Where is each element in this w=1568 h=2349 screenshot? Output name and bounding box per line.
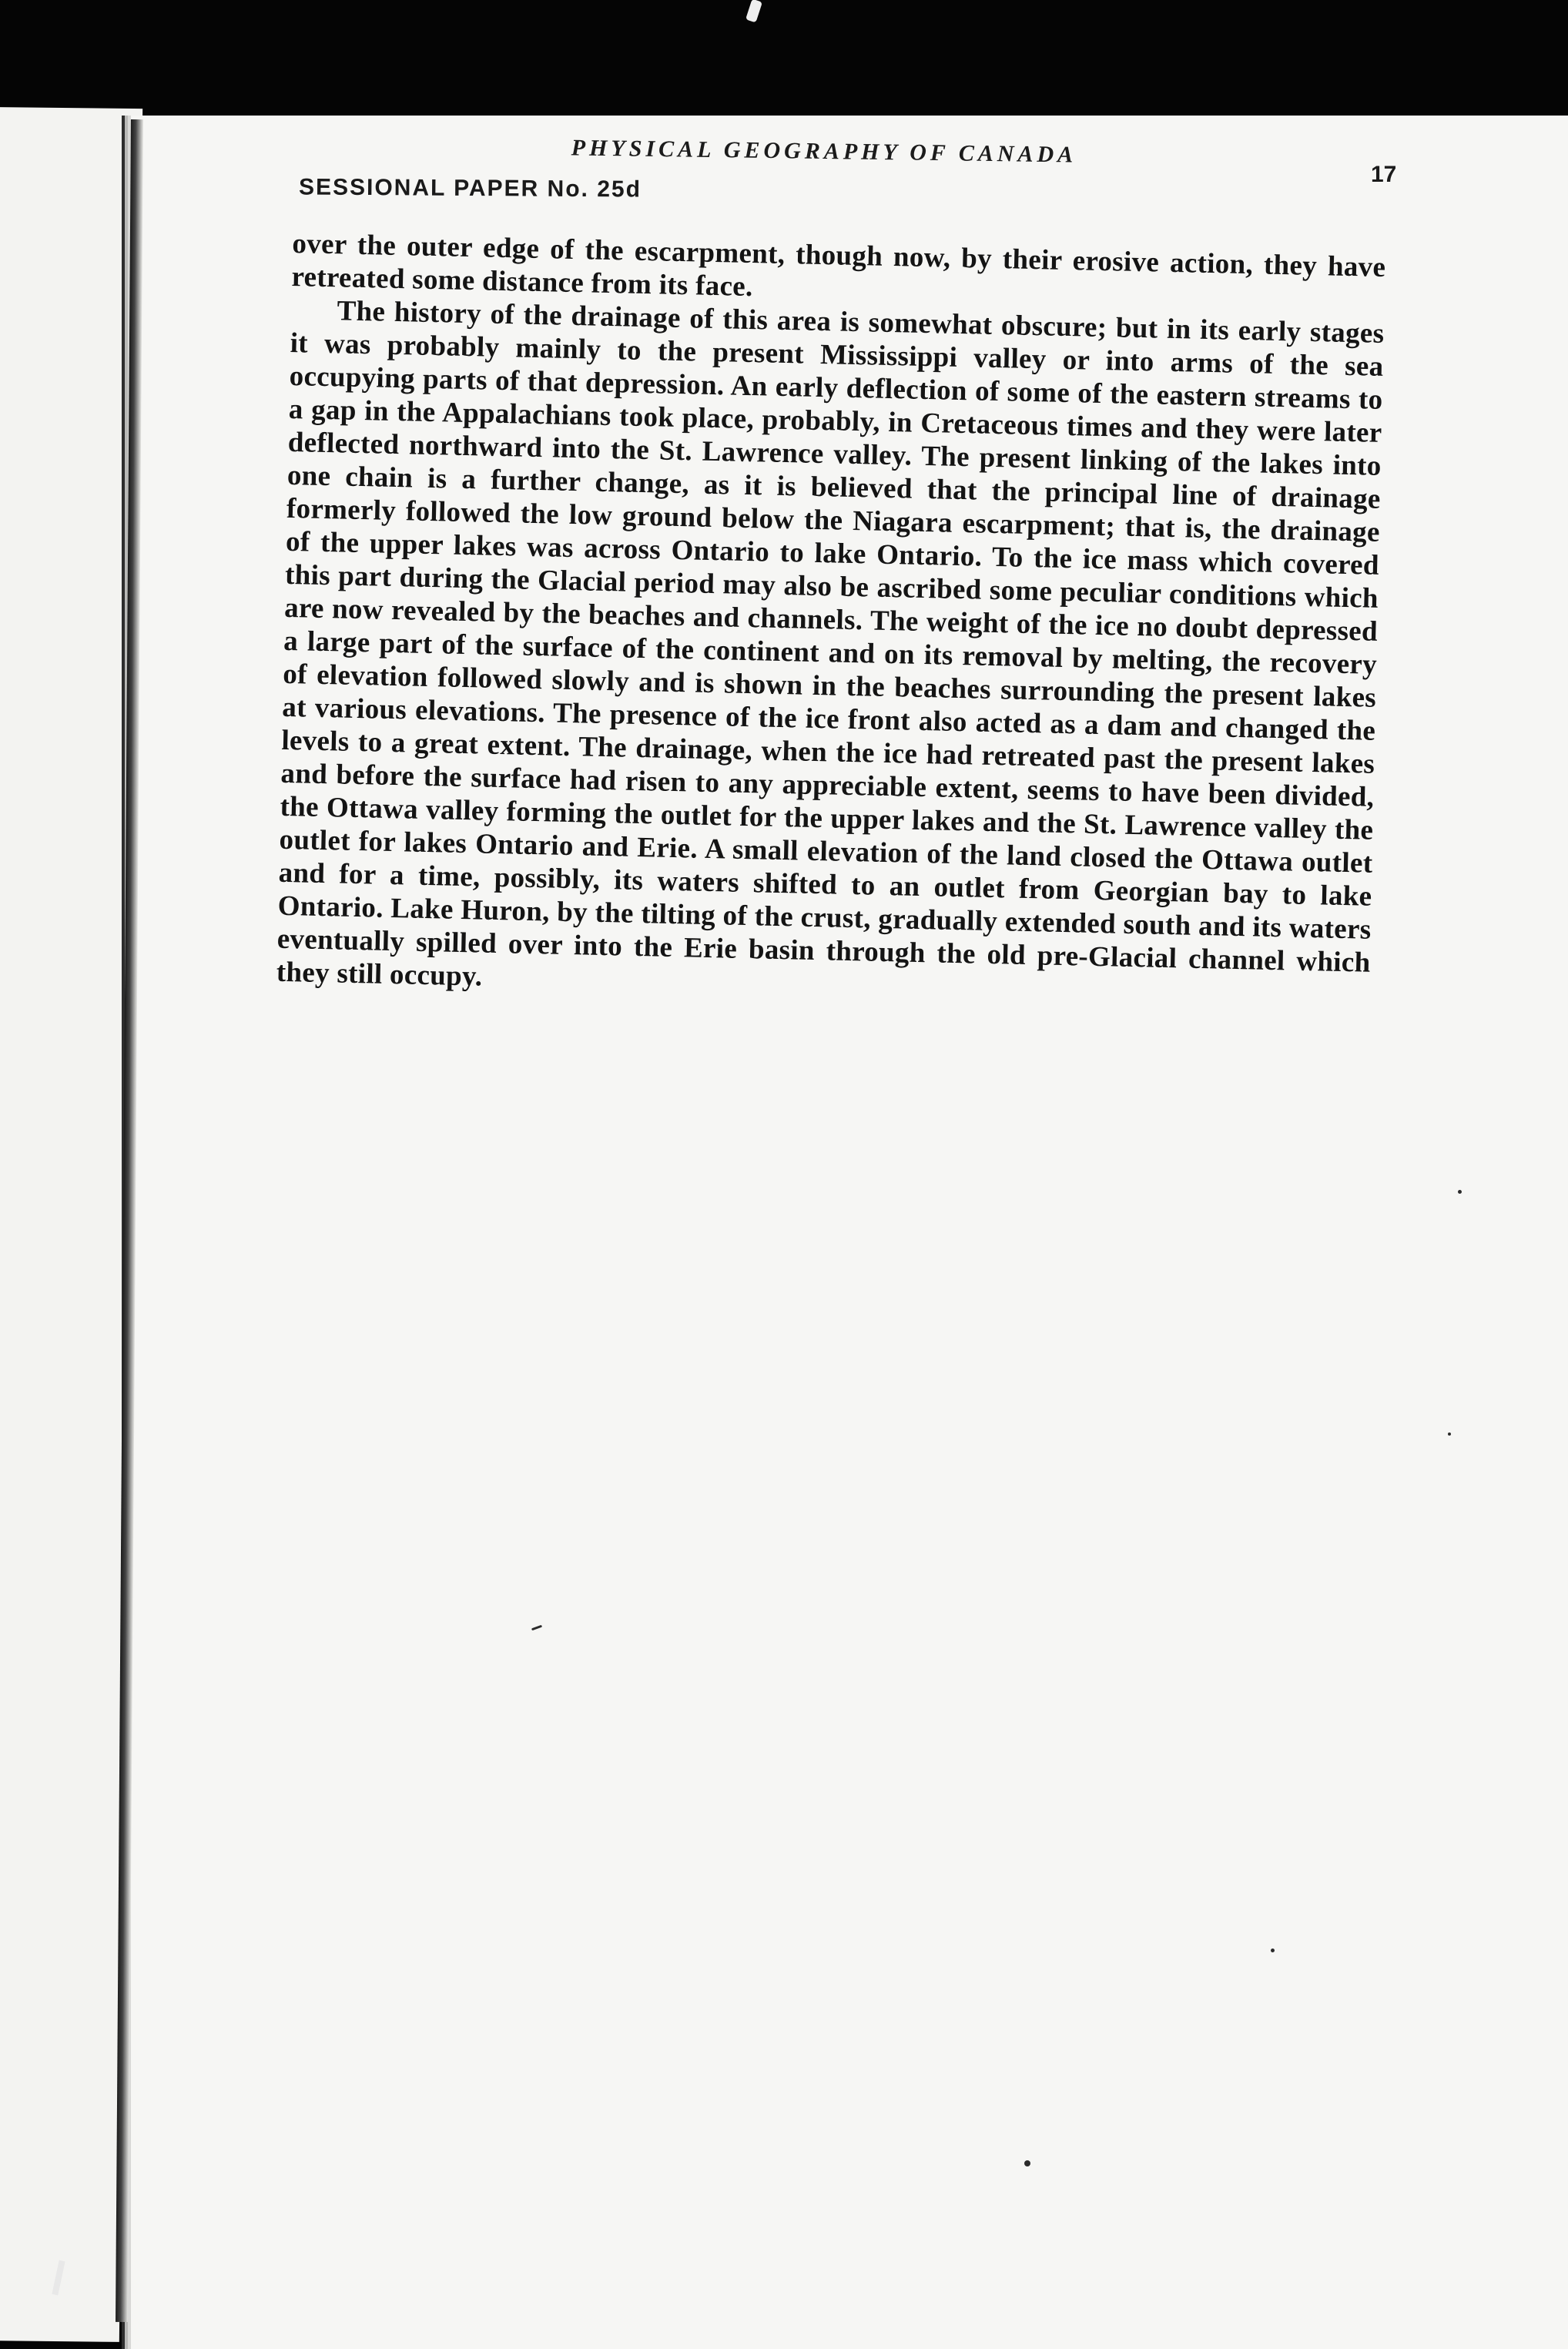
page-number: 17 [1371, 162, 1397, 187]
paragraph-drainage-history: The history of the drainage of this area is somewhat obscure; but in its early stages it was probably mainly to the present Mississippi valley or into arms of the sea occupying parts of that depression. An early deflection of some of the eastern streams to a gap in the Appalachians took place, probably, in Cretaceous times and they were later deflected northward into the St. Lawrence valley. The present linking of the lakes into one chain is a further change, as it is believed that the principal line of drainage formerly followed the low ground below the Niagara escarpment; that is, the drainage of the upper lakes was across Ontario to lake Ontario. To the ice mass which covered this part during the Glacial period may also be ascribed some peculiar conditions which are now revealed by the beaches and channels. The weight of the ice no doubt depressed a large part of the surface of the continent and on its removal by melting, the recovery of elevation followed slowly and is shown in the beaches surrounding the present lakes at various elevations. The presence of the ice front also acted as a dam and changed the levels to a great extent. The drainage, when the ice had retreated past the present lakes and before the surface had risen to any appreciable extent, seems to have been divided, the Ottawa valley forming the outlet for the upper lakes and the St. Lawrence valley the outlet for lakes Ontario and Erie. A small elevation of the land closed the Ottawa outlet and for a time, possibly, its waters shifted to an outlet from Georgian bay to lake Ontario. Lake Huron, by the tilting of the crust, gradually extended south and its waters eventually spilled over into the Erie basin through the old pre-Glacial channel which they still occupy. [276, 295, 1385, 993]
paragraph-continued: over the outer edge of the escarpment, though now, by their erosive action, they have retreated some distance from its face. [291, 227, 1386, 303]
running-head: PHYSICAL GEOGRAPHY OF CANADA [571, 135, 1077, 168]
paper-speck [1271, 1949, 1275, 1952]
paper-speck [1024, 2160, 1030, 2166]
paper-speck [1458, 1190, 1462, 1194]
scan-artifact-top [745, 0, 762, 22]
body-text [276, 227, 1385, 1013]
sessional-paper-label: SESSIONAL PAPER No. 25d [298, 174, 642, 203]
paper-speck [1448, 1433, 1451, 1436]
